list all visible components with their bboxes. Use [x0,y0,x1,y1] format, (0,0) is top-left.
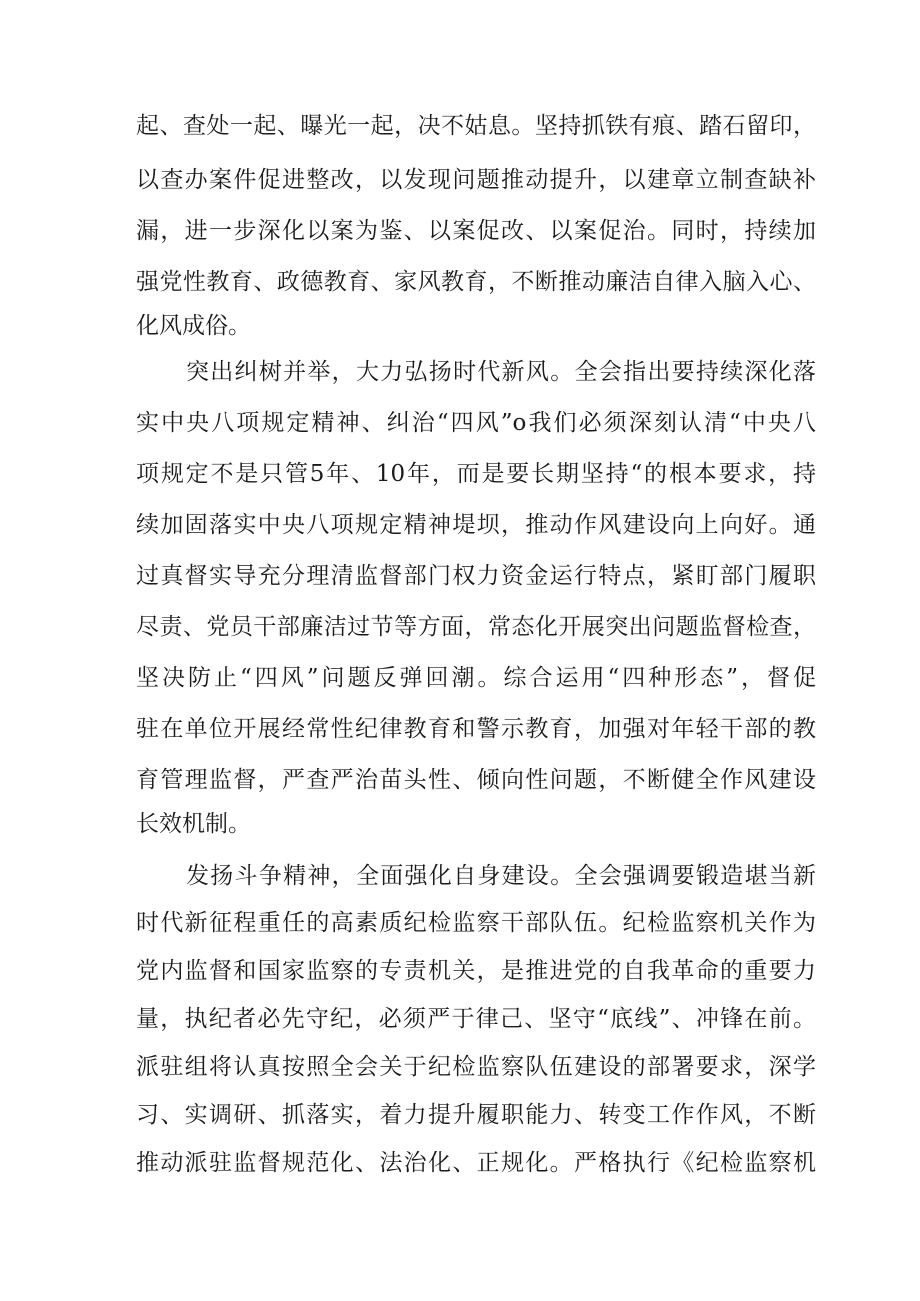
text-line: 强党性教育、政德教育、家风教育，不断推动廉洁自律入脑入心、 [136,269,816,295]
text-line: 时代新征程重任的高素质纪检监察干部队伍。纪检监察机关作为 [136,910,816,936]
text-line: 驻在单位开展经常性纪律教育和警示教育，加强对年轻干部的教 [136,716,816,742]
text-line: 漏，进一步深化以案为鉴、以案促改、以案促治。同时，持续加 [136,218,816,244]
text-line: 派驻组将认真按照全会关于纪检监察队伍建设的部署要求，深学 [136,1054,816,1080]
text-line: 量，执纪者必先守纪，必须严于律己、坚守“底线”、冲锋在前。 [136,1006,816,1032]
text-line: 以查办案件促进整改，以发现问题推动提升，以建章立制查缺补 [136,167,816,193]
text-line: 过真督实导充分理清监督部门权力资金运行特点，紧盯部门履职 [136,563,816,589]
text-line: 尽责、党员干部廉洁过节等方面，常态化开展突出问题监督检查， [136,614,816,640]
text-line: 坚决防止“四风”问题反弹回潮。综合运用“四种形态”，督促 [136,665,816,691]
text-line: 习、实调研、抓落实，着力提升履职能力、转变工作作风，不断 [136,1102,816,1128]
text-line: 长效机制。 [136,811,251,837]
text-line: 实中央八项规定精神、纠治“四风”o我们必须深刻认清“中央八 [136,410,816,436]
text-line: 推动派驻监督规范化、法治化、正规化。严格执行《纪检监察机 [136,1150,816,1176]
text-line: 育管理监督，严查严治苗头性、倾向性问题，不断健全作风建设 [136,767,816,793]
text-line: 续加固落实中央八项规定精神堤坝，推动作风建设向上向好。通 [136,512,816,538]
text-line: 项规定不是只管5年、10年，而是要长期坚持“的根本要求，持 [136,461,816,487]
text-line: 突出纠树并举，大力弘扬时代新风。全会指出要持续深化落 [186,359,816,385]
text-line: 化风成俗。 [136,313,251,339]
text-line: 党内监督和国家监察的专责机关，是推进党的自我革命的重要力 [136,958,816,984]
text-line: 起、查处一起、曝光一起，决不姑息。坚持抓铁有痕、踏石留印， [136,113,816,139]
text-line: 发扬斗争精神，全面强化自身建设。全会强调要锻造堪当新 [186,863,816,889]
